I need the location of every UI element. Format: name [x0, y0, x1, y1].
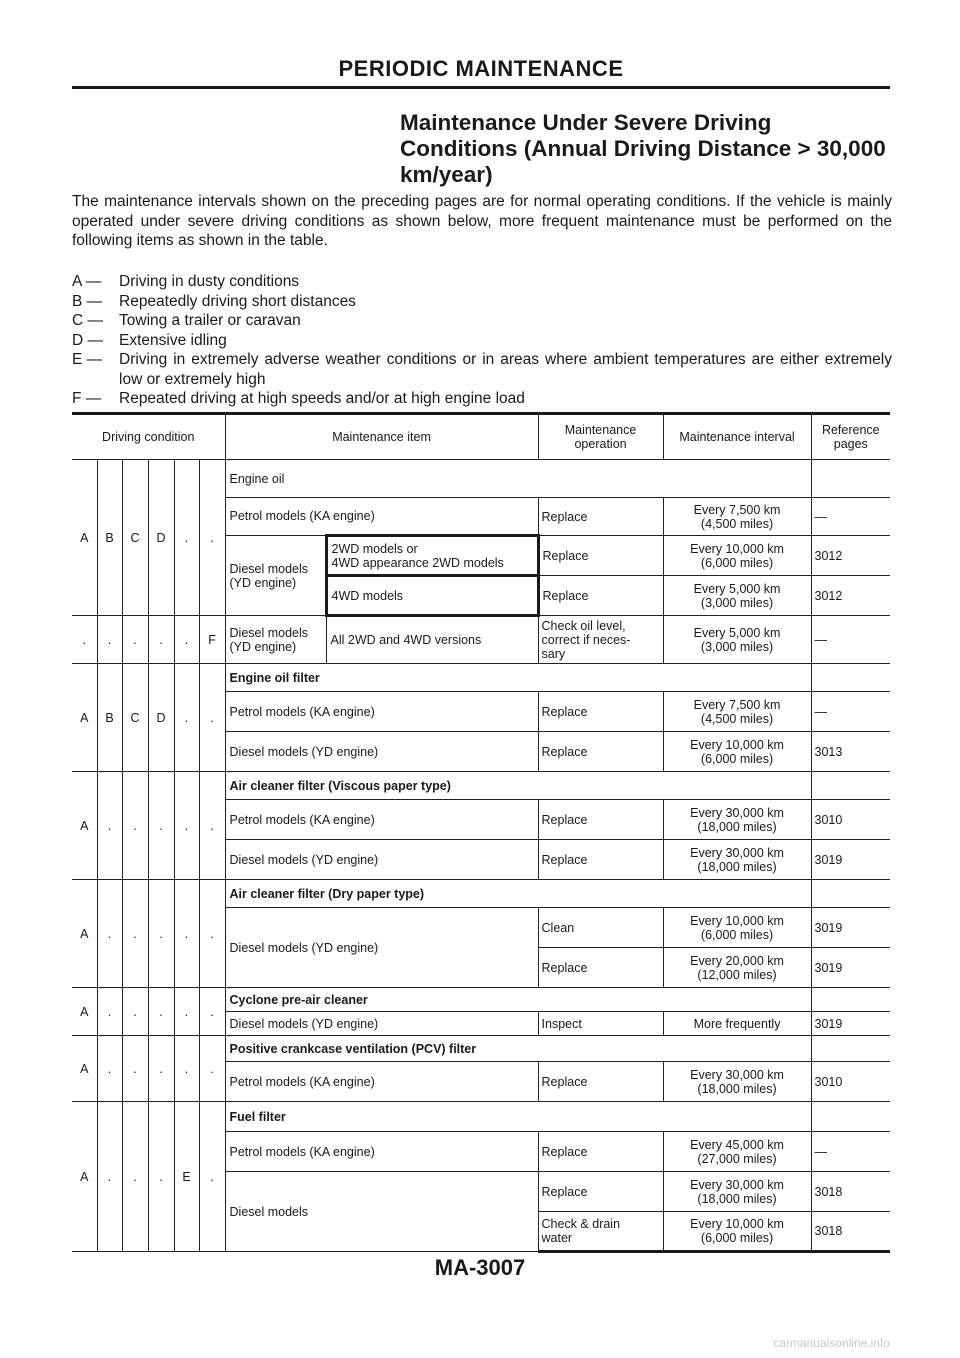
item-cell: Petrol models (KA engine): [225, 800, 538, 840]
condition-letter-cell: .: [72, 616, 97, 664]
condition-letter-cell: .: [174, 1036, 199, 1102]
condition-letter-cell: .: [199, 772, 225, 880]
condition-letter-cell: A: [72, 664, 97, 772]
condition-letter-cell: .: [174, 988, 199, 1036]
interval-cell: Every 30,000 km (18,000 miles): [663, 1062, 811, 1102]
condition-letter-cell: .: [148, 880, 174, 988]
condition-letter-cell: .: [122, 1102, 148, 1252]
operation-cell: Clean: [538, 908, 663, 948]
condition-letter-cell: D: [148, 664, 174, 772]
condition-letter-cell: E: [174, 1102, 199, 1252]
title-line: km/year): [400, 162, 493, 187]
condition-letter-cell: .: [148, 988, 174, 1036]
condition-item: [72, 350, 892, 389]
reference-cell: 3018: [811, 1172, 890, 1212]
condition-letter-cell: .: [122, 988, 148, 1036]
title-line: Maintenance Under Severe Driving: [400, 110, 772, 135]
reference-cell: —: [811, 1132, 890, 1172]
condition-letter-cell: A: [72, 1102, 97, 1252]
condition-letter-cell: .: [97, 772, 122, 880]
operation-cell: Replace: [538, 692, 663, 732]
model-cell: Diesel models (YD engine): [225, 536, 326, 616]
condition-letter-cell: .: [122, 616, 148, 664]
operation-cell: Replace: [538, 840, 663, 880]
operation-cell: Replace: [538, 1062, 663, 1102]
condition-text: Towing a trailer or caravan: [119, 312, 301, 329]
section-title-engine-oil: Engine oil: [225, 460, 811, 498]
conditions-list: [72, 272, 892, 409]
table-row: [72, 616, 890, 664]
condition-item: [72, 311, 892, 331]
condition-text: Driving in dusty conditions: [119, 273, 300, 290]
reference-cell: —: [811, 498, 890, 536]
condition-letter-cell: A: [72, 772, 97, 880]
reference-cell: —: [811, 692, 890, 732]
col-header-maintenance-interval: Maintenance interval: [663, 414, 811, 460]
interval-cell: Every 30,000 km (18,000 miles): [663, 840, 811, 880]
condition-letter: E —: [72, 351, 103, 368]
interval-cell: Every 10,000 km (6,000 miles): [663, 908, 811, 948]
col-header-driving-condition: Driving condition: [72, 414, 225, 460]
interval-cell: Every 20,000 km (12,000 miles): [663, 948, 811, 988]
reference-cell: 3012: [811, 536, 890, 576]
reference-cell: 3018: [811, 1212, 890, 1252]
operation-cell: Replace: [538, 732, 663, 772]
operation-cell: Replace: [538, 800, 663, 840]
reference-cell: 3019: [811, 948, 890, 988]
condition-letter-cell: D: [148, 460, 174, 616]
reference-cell: 3010: [811, 1062, 890, 1102]
operation-cell: Replace: [538, 498, 663, 536]
interval-cell: Every 10,000 km (6,000 miles): [663, 536, 811, 576]
maintenance-table: [72, 412, 890, 1253]
section-title-air-cleaner-viscous: Air cleaner filter (Viscous paper type): [225, 772, 811, 800]
item-cell-highlighted: 4WD models: [326, 576, 538, 616]
condition-letter-cell: .: [148, 1036, 174, 1102]
operation-cell: Replace: [538, 948, 663, 988]
table-header-row: [72, 414, 890, 460]
condition-letter-cell: F: [199, 616, 225, 664]
condition-letter-cell: C: [122, 460, 148, 616]
item-cell: Diesel models (YD engine): [225, 840, 538, 880]
operation-cell: Replace: [538, 536, 663, 576]
item-cell: All 2WD and 4WD versions: [326, 616, 538, 664]
table-row: [72, 460, 890, 498]
condition-letter-cell: A: [72, 460, 97, 616]
table-row: [72, 664, 890, 692]
condition-letter-cell: .: [174, 880, 199, 988]
interval-cell: Every 10,000 km (6,000 miles): [663, 1212, 811, 1252]
condition-letter: A —: [72, 273, 102, 290]
section-title-pcv: Positive crankcase ventilation (PCV) filter: [225, 1036, 811, 1062]
condition-letter-cell: .: [199, 880, 225, 988]
section-title-engine-oil-filter: Engine oil filter: [225, 664, 811, 692]
section-title-cyclone: Cyclone pre-air cleaner: [225, 988, 811, 1012]
condition-letter-cell: .: [148, 772, 174, 880]
condition-letter-cell: .: [97, 1036, 122, 1102]
condition-letter-cell: .: [148, 1102, 174, 1252]
reference-cell: 3013: [811, 732, 890, 772]
interval-cell: Every 30,000 km (18,000 miles): [663, 800, 811, 840]
condition-letter: C —: [72, 312, 103, 329]
section-title-air-cleaner-dry: Air cleaner filter (Dry paper type): [225, 880, 811, 908]
item-cell: Diesel models (YD engine): [225, 908, 538, 988]
condition-item: [72, 389, 892, 409]
condition-letter-cell: .: [122, 1036, 148, 1102]
condition-letter-cell: .: [97, 1102, 122, 1252]
condition-item: [72, 272, 892, 292]
header-rule: [72, 86, 890, 89]
interval-cell: Every 30,000 km (18,000 miles): [663, 1172, 811, 1212]
table-row: [72, 988, 890, 1012]
watermark: carmanualsonline.info: [773, 1336, 890, 1350]
condition-letter-cell: C: [122, 664, 148, 772]
reference-cell: 3010: [811, 800, 890, 840]
item-cell: Diesel models (YD engine): [225, 1012, 538, 1036]
condition-letter-cell: A: [72, 880, 97, 988]
interval-cell: Every 7,500 km (4,500 miles): [663, 498, 811, 536]
reference-cell: 3019: [811, 840, 890, 880]
condition-letter-cell: .: [122, 880, 148, 988]
interval-cell: Every 10,000 km (6,000 miles): [663, 732, 811, 772]
reference-cell: 3012: [811, 576, 890, 616]
condition-letter-cell: .: [199, 664, 225, 772]
item-cell: Petrol models (KA engine): [225, 1062, 538, 1102]
operation-cell: Replace: [538, 1132, 663, 1172]
intro-paragraph: The maintenance intervals shown on the preceding pages are for normal operating conditions. If the vehicle is mainly operated under severe driving conditions as shown below, more frequent maintenance must be performed on the following items as shown in the table.: [72, 193, 892, 249]
reference-cell: 3019: [811, 908, 890, 948]
interval-cell: Every 5,000 km (3,000 miles): [663, 576, 811, 616]
model-cell: Diesel models (YD engine): [225, 616, 326, 664]
condition-letter-cell: B: [97, 664, 122, 772]
interval-cell: More frequently: [663, 1012, 811, 1036]
condition-letter: B —: [72, 292, 103, 310]
reference-cell: 3019: [811, 1012, 890, 1036]
condition-letter-cell: .: [199, 460, 225, 616]
table-row: [72, 1102, 890, 1132]
page-number: MA-3007: [434, 1255, 526, 1280]
condition-letter-cell: .: [199, 1102, 225, 1252]
condition-letter-cell: A: [72, 988, 97, 1036]
condition-letter-cell: .: [174, 772, 199, 880]
table-row: [72, 772, 890, 800]
operation-cell: Inspect: [538, 1012, 663, 1036]
item-cell: Diesel models (YD engine): [225, 732, 538, 772]
condition-letter-cell: .: [174, 664, 199, 772]
condition-item: [72, 331, 892, 351]
condition-letter: F —: [72, 390, 102, 407]
condition-letter-cell: .: [97, 988, 122, 1036]
interval-cell: Every 5,000 km (3,000 miles): [663, 616, 811, 664]
condition-letter-cell: .: [97, 880, 122, 988]
item-cell: Petrol models (KA engine): [225, 1132, 538, 1172]
operation-cell: Check & drain water: [538, 1212, 663, 1252]
item-cell-highlighted: 2WD models or 4WD appearance 2WD models: [326, 536, 538, 576]
section-title-fuel-filter: Fuel filter: [225, 1102, 811, 1132]
col-header-reference-pages: Reference pages: [811, 414, 890, 460]
condition-text: Extensive idling: [119, 331, 227, 349]
condition-letter-cell: .: [174, 460, 199, 616]
condition-letter-cell: B: [97, 460, 122, 616]
condition-item: [72, 292, 892, 312]
item-cell: Diesel models: [225, 1172, 538, 1252]
condition-text: Driving in extremely adverse weather conditions or in areas where ambient temperatures are either extremely low or extremely high: [119, 351, 892, 388]
title-line: Conditions (Annual Driving Distance > 30,000: [400, 136, 886, 161]
table-row: [72, 1036, 890, 1062]
reference-cell: —: [811, 616, 890, 664]
condition-text: Repeatedly driving short distances: [119, 292, 356, 310]
condition-letter-cell: A: [72, 1036, 97, 1102]
item-cell: Petrol models (KA engine): [225, 692, 538, 732]
condition-text: Repeated driving at high speeds and/or at high engine load: [119, 390, 525, 407]
interval-cell: Every 7,500 km (4,500 miles): [663, 692, 811, 732]
col-header-maintenance-operation: Maintenance operation: [538, 414, 663, 460]
condition-letter-cell: .: [199, 988, 225, 1036]
interval-cell: Every 45,000 km (27,000 miles): [663, 1132, 811, 1172]
operation-cell: Replace: [538, 576, 663, 616]
item-cell: Petrol models (KA engine): [225, 498, 538, 536]
condition-letter-cell: .: [97, 616, 122, 664]
condition-letter-cell: .: [148, 616, 174, 664]
operation-cell: Check oil level, correct if neces- sary: [538, 616, 663, 664]
page-title: [400, 110, 900, 188]
section-header: PERIODIC MAINTENANCE: [338, 56, 624, 81]
condition-letter-cell: .: [122, 772, 148, 880]
condition-letter-cell: .: [174, 616, 199, 664]
condition-letter: D —: [72, 331, 103, 349]
condition-letter-cell: .: [199, 1036, 225, 1102]
operation-cell: Replace: [538, 1172, 663, 1212]
col-header-maintenance-item: Maintenance item: [225, 414, 538, 460]
table-row: [72, 880, 890, 908]
